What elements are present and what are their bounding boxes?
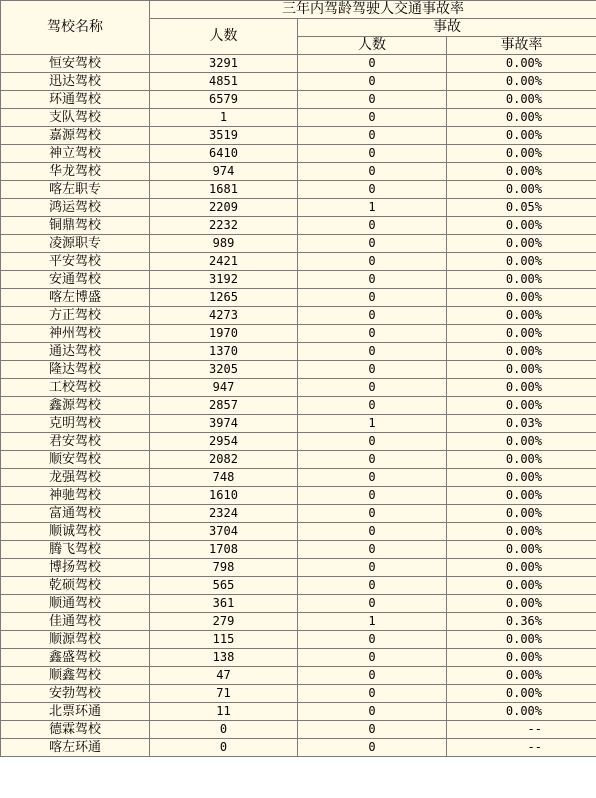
- drivers-cell: 748: [150, 469, 298, 487]
- accident-rate-cell: 0.00%: [447, 433, 596, 451]
- school-name-cell: 安通驾校: [1, 271, 150, 289]
- school-name-cell: 平安驾校: [1, 253, 150, 271]
- accidents-cell: 0: [298, 631, 447, 649]
- table-row: [1, 469, 596, 487]
- table-row: [1, 433, 596, 451]
- accidents-cell: 0: [298, 253, 447, 271]
- accident-rate-cell: 0.03%: [447, 415, 596, 433]
- school-name-cell: 顺源驾校: [1, 631, 150, 649]
- accidents-cell: 0: [298, 235, 447, 253]
- drivers-cell: 3291: [150, 55, 298, 73]
- header-accident: 事故: [298, 19, 596, 37]
- accidents-cell: 0: [298, 667, 447, 685]
- drivers-cell: 3519: [150, 127, 298, 145]
- accident-rate-cell: --: [447, 721, 596, 739]
- drivers-cell: 2954: [150, 433, 298, 451]
- accident-rate-cell: 0.00%: [447, 577, 596, 595]
- accidents-cell: 0: [298, 55, 447, 73]
- drivers-cell: 1: [150, 109, 298, 127]
- accidents-cell: 0: [298, 523, 447, 541]
- header-school-name: 驾校名称: [1, 1, 150, 55]
- table-row: [1, 523, 596, 541]
- accident-rate-cell: 0.00%: [447, 649, 596, 667]
- accident-rate-cell: 0.00%: [447, 451, 596, 469]
- drivers-cell: 4851: [150, 73, 298, 91]
- school-name-cell: 富通驾校: [1, 505, 150, 523]
- table-row: [1, 397, 596, 415]
- table-row: [1, 577, 596, 595]
- drivers-cell: 3974: [150, 415, 298, 433]
- header-accident-count: 人数: [298, 37, 447, 55]
- drivers-cell: 2209: [150, 199, 298, 217]
- accidents-cell: 0: [298, 559, 447, 577]
- school-name-cell: 喀左环通: [1, 739, 150, 757]
- table-row: [1, 343, 596, 361]
- accidents-cell: 0: [298, 289, 447, 307]
- accidents-cell: 0: [298, 541, 447, 559]
- accidents-cell: 0: [298, 685, 447, 703]
- drivers-cell: 3192: [150, 271, 298, 289]
- drivers-cell: 47: [150, 667, 298, 685]
- header-group-title: 三年内驾龄驾驶人交通事故率: [150, 1, 596, 19]
- school-name-cell: 支队驾校: [1, 109, 150, 127]
- table-row: [1, 451, 596, 469]
- accident-rate-cell: 0.00%: [447, 523, 596, 541]
- school-name-cell: 顺安驾校: [1, 451, 150, 469]
- accidents-cell: 0: [298, 217, 447, 235]
- accident-rate-cell: 0.00%: [447, 127, 596, 145]
- table-row: [1, 271, 596, 289]
- accidents-cell: 1: [298, 613, 447, 631]
- table-row: [1, 703, 596, 721]
- table-row: [1, 685, 596, 703]
- drivers-cell: 0: [150, 721, 298, 739]
- table-row: [1, 307, 596, 325]
- drivers-cell: 11: [150, 703, 298, 721]
- table-row: [1, 163, 596, 181]
- table-row: [1, 505, 596, 523]
- accident-rate-cell: 0.00%: [447, 667, 596, 685]
- accident-rate-cell: 0.05%: [447, 199, 596, 217]
- table-row: [1, 253, 596, 271]
- drivers-cell: 798: [150, 559, 298, 577]
- table-row: [1, 541, 596, 559]
- drivers-cell: 2082: [150, 451, 298, 469]
- drivers-cell: 3704: [150, 523, 298, 541]
- accident-rate-cell: 0.00%: [447, 307, 596, 325]
- drivers-cell: 71: [150, 685, 298, 703]
- school-name-cell: 鑫盛驾校: [1, 649, 150, 667]
- drivers-cell: 2421: [150, 253, 298, 271]
- accident-rate-cell: 0.00%: [447, 271, 596, 289]
- school-name-cell: 顺鑫驾校: [1, 667, 150, 685]
- drivers-cell: 138: [150, 649, 298, 667]
- table-row: [1, 379, 596, 397]
- drivers-cell: 989: [150, 235, 298, 253]
- drivers-cell: 565: [150, 577, 298, 595]
- school-name-cell: 博扬驾校: [1, 559, 150, 577]
- accidents-cell: 0: [298, 433, 447, 451]
- table-row: [1, 487, 596, 505]
- school-name-cell: 凌源职专: [1, 235, 150, 253]
- accidents-cell: 0: [298, 361, 447, 379]
- accident-rate-cell: 0.00%: [447, 91, 596, 109]
- drivers-cell: 2232: [150, 217, 298, 235]
- drivers-cell: 3205: [150, 361, 298, 379]
- header-drivers: 人数: [150, 19, 298, 55]
- school-name-cell: 恒安驾校: [1, 55, 150, 73]
- school-name-cell: 工校驾校: [1, 379, 150, 397]
- accidents-cell: 0: [298, 91, 447, 109]
- accidents-cell: 0: [298, 451, 447, 469]
- school-name-cell: 君安驾校: [1, 433, 150, 451]
- school-name-cell: 隆达驾校: [1, 361, 150, 379]
- drivers-cell: 361: [150, 595, 298, 613]
- accident-rate-cell: 0.00%: [447, 217, 596, 235]
- table-row: [1, 145, 596, 163]
- drivers-cell: 4273: [150, 307, 298, 325]
- school-name-cell: 乾硕驾校: [1, 577, 150, 595]
- table-row: [1, 415, 596, 433]
- school-name-cell: 佳通驾校: [1, 613, 150, 631]
- table-row: [1, 631, 596, 649]
- accidents-cell: 1: [298, 415, 447, 433]
- accident-rate-cell: 0.00%: [447, 325, 596, 343]
- accidents-cell: 0: [298, 181, 447, 199]
- accident-rate-cell: 0.00%: [447, 73, 596, 91]
- accidents-cell: 0: [298, 145, 447, 163]
- accident-rate-cell: 0.00%: [447, 487, 596, 505]
- accident-rate-cell: 0.00%: [447, 541, 596, 559]
- drivers-cell: 1681: [150, 181, 298, 199]
- accidents-cell: 0: [298, 739, 447, 757]
- accident-rate-cell: 0.00%: [447, 253, 596, 271]
- table-row: [1, 739, 596, 757]
- accident-rate-cell: 0.00%: [447, 469, 596, 487]
- school-name-cell: 鸿运驾校: [1, 199, 150, 217]
- table-row: [1, 361, 596, 379]
- school-name-cell: 喀左职专: [1, 181, 150, 199]
- accident-rate-cell: 0.00%: [447, 343, 596, 361]
- drivers-cell: 2857: [150, 397, 298, 415]
- accident-rate-cell: 0.00%: [447, 397, 596, 415]
- school-name-cell: 北票环通: [1, 703, 150, 721]
- accident-rate-cell: 0.00%: [447, 559, 596, 577]
- accidents-cell: 0: [298, 595, 447, 613]
- school-name-cell: 迅达驾校: [1, 73, 150, 91]
- accident-rate-cell: 0.00%: [447, 145, 596, 163]
- drivers-cell: 1708: [150, 541, 298, 559]
- accident-rate-cell: 0.00%: [447, 235, 596, 253]
- accidents-cell: 0: [298, 379, 447, 397]
- accidents-cell: 0: [298, 703, 447, 721]
- accidents-cell: 0: [298, 469, 447, 487]
- table-row: [1, 559, 596, 577]
- table-row: [1, 721, 596, 739]
- drivers-cell: 279: [150, 613, 298, 631]
- drivers-cell: 1610: [150, 487, 298, 505]
- drivers-cell: 6410: [150, 145, 298, 163]
- accident-rate-cell: --: [447, 739, 596, 757]
- drivers-cell: 115: [150, 631, 298, 649]
- school-name-cell: 顺通驾校: [1, 595, 150, 613]
- accident-rate-cell: 0.00%: [447, 289, 596, 307]
- school-name-cell: 龙强驾校: [1, 469, 150, 487]
- school-name-cell: 环通驾校: [1, 91, 150, 109]
- accident-rate-cell: 0.00%: [447, 163, 596, 181]
- drivers-cell: 1265: [150, 289, 298, 307]
- school-name-cell: 通达驾校: [1, 343, 150, 361]
- school-name-cell: 神立驾校: [1, 145, 150, 163]
- table-row: [1, 235, 596, 253]
- drivers-cell: 0: [150, 739, 298, 757]
- accident-rate-cell: 0.00%: [447, 631, 596, 649]
- accidents-cell: 0: [298, 127, 447, 145]
- drivers-cell: 1970: [150, 325, 298, 343]
- accidents-cell: 0: [298, 397, 447, 415]
- school-name-cell: 神驰驾校: [1, 487, 150, 505]
- accidents-cell: 0: [298, 577, 447, 595]
- accidents-cell: 0: [298, 307, 447, 325]
- table-row: [1, 613, 596, 631]
- accidents-cell: 0: [298, 487, 447, 505]
- table-body: [1, 55, 596, 757]
- drivers-cell: 6579: [150, 91, 298, 109]
- drivers-cell: 974: [150, 163, 298, 181]
- accidents-cell: 0: [298, 343, 447, 361]
- school-name-cell: 顺诚驾校: [1, 523, 150, 541]
- school-name-cell: 铜鼎驾校: [1, 217, 150, 235]
- table-row: [1, 91, 596, 109]
- drivers-cell: 947: [150, 379, 298, 397]
- school-name-cell: 鑫源驾校: [1, 397, 150, 415]
- table-row: [1, 73, 596, 91]
- school-name-cell: 腾飞驾校: [1, 541, 150, 559]
- header-accident-rate: 事故率: [447, 37, 596, 55]
- accident-rate-cell: 0.00%: [447, 379, 596, 397]
- accident-rate-cell: 0.00%: [447, 505, 596, 523]
- drivers-cell: 1370: [150, 343, 298, 361]
- accident-rate-cell: 0.36%: [447, 613, 596, 631]
- table-row: [1, 217, 596, 235]
- accident-rate-cell: 0.00%: [447, 181, 596, 199]
- accident-rate-cell: 0.00%: [447, 55, 596, 73]
- school-name-cell: 方正驾校: [1, 307, 150, 325]
- school-name-cell: 德霖驾校: [1, 721, 150, 739]
- accidents-cell: 0: [298, 271, 447, 289]
- table-row: [1, 595, 596, 613]
- accidents-cell: 0: [298, 163, 447, 181]
- accidents-cell: 0: [298, 109, 447, 127]
- accident-rate-cell: 0.00%: [447, 595, 596, 613]
- table-row: [1, 667, 596, 685]
- table-row: [1, 289, 596, 307]
- table-row: [1, 649, 596, 667]
- drivers-cell: 2324: [150, 505, 298, 523]
- table-row: [1, 55, 596, 73]
- accident-rate-cell: 0.00%: [447, 703, 596, 721]
- table-row: [1, 199, 596, 217]
- accidents-cell: 0: [298, 325, 447, 343]
- school-name-cell: 喀左博盛: [1, 289, 150, 307]
- accidents-cell: 0: [298, 505, 447, 523]
- school-name-cell: 克明驾校: [1, 415, 150, 433]
- accidents-cell: 0: [298, 73, 447, 91]
- table-row: [1, 181, 596, 199]
- table-row: [1, 325, 596, 343]
- school-name-cell: 华龙驾校: [1, 163, 150, 181]
- accidents-cell: 1: [298, 199, 447, 217]
- school-name-cell: 嘉源驾校: [1, 127, 150, 145]
- table-row: [1, 109, 596, 127]
- accidents-cell: 0: [298, 721, 447, 739]
- table-row: [1, 127, 596, 145]
- accidents-cell: 0: [298, 649, 447, 667]
- school-name-cell: 安勃驾校: [1, 685, 150, 703]
- accident-rate-cell: 0.00%: [447, 109, 596, 127]
- school-name-cell: 神州驾校: [1, 325, 150, 343]
- accident-rate-cell: 0.00%: [447, 361, 596, 379]
- accident-rate-cell: 0.00%: [447, 685, 596, 703]
